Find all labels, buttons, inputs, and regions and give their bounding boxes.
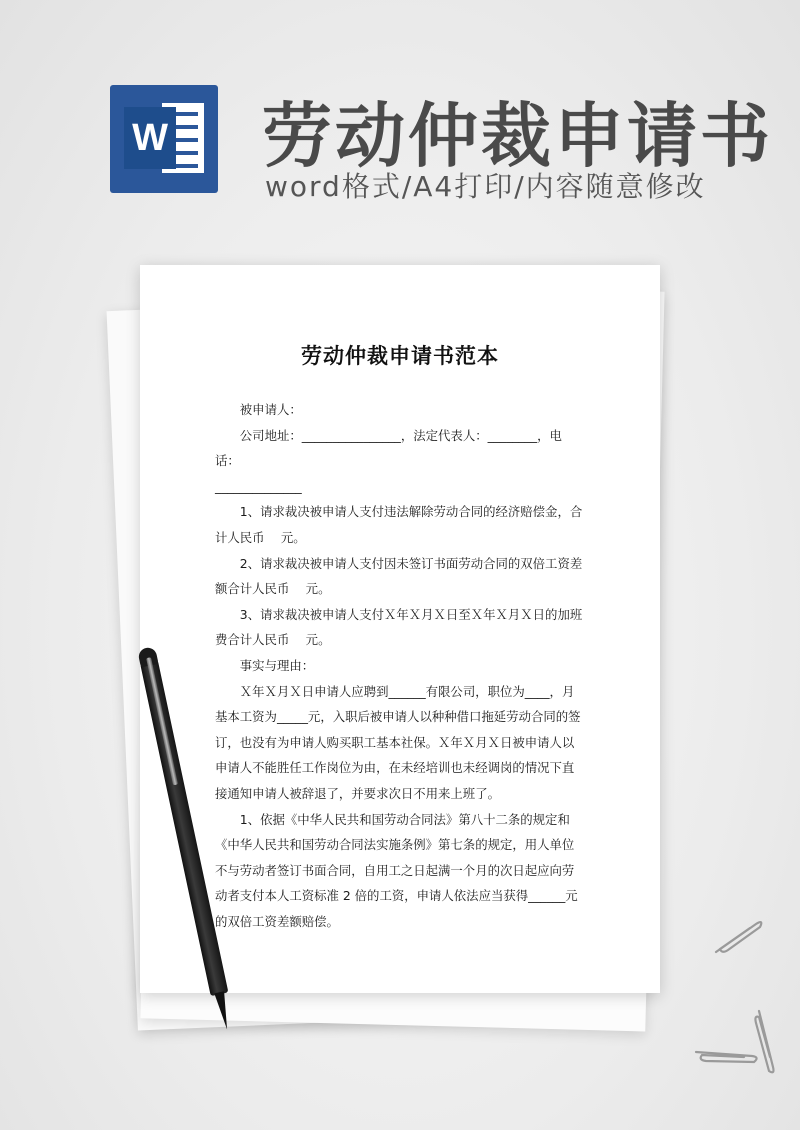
document-title: 劳动仲裁申请书范本 xyxy=(301,344,499,368)
document-body xyxy=(215,397,585,934)
page-title: 劳动仲裁申请书 xyxy=(262,95,773,177)
paragraph-legal-basis: 1、依据《中华人民共和国劳动合同法》第八十二条的规定和《中华人民共和国劳动合同法实施条例》第七条的规定，用人单位不与劳动者签订书面合同，自用工之日起满一个月的次日起应向劳动者支付本人工资标准 2 倍的工资，申请人依法应当获得______元的双倍工资差额赔偿。 xyxy=(215,811,578,929)
document-page xyxy=(140,265,660,993)
paragraph-request-3: 3、请求裁决被申请人支付Ｘ年Ｘ月Ｘ日至Ｘ年Ｘ月Ｘ日的加班费合计人民币 元。 xyxy=(215,606,583,648)
paragraph-request-2: 2、请求裁决被申请人支付因未签订书面劳动合同的双倍工资差额合计人民币 元。 xyxy=(215,555,583,597)
paragraph-company-address: 公司地址：________________，法定代表人：________，电话： xyxy=(215,427,562,469)
paragraph-facts-heading: 事实与理由： xyxy=(239,657,315,673)
paragraph-facts: Ｘ年Ｘ月Ｘ日申请人应聘到______有限公司，职位为____，月基本工资为_____元，入职后被申请人以种种借口拖延劳动合同的签订，也没有为申请人购买职工基本社保。Ｘ年Ｘ月Ｘ日被申请人以申请人不能胜任工作岗位为由，在未经培训也未经调岗的情况下直接通知申请人被辞退了，并要求次日不用来上班了。 xyxy=(215,683,581,801)
paragraph-request-1: 1、请求裁决被申请人支付违法解除劳动合同的经济赔偿金，合计人民币 元。 xyxy=(215,504,583,545)
paperclip-icon xyxy=(708,912,768,962)
paperclip-icon xyxy=(692,1042,762,1072)
word-logo xyxy=(110,85,218,193)
page-subtitle: word格式/A4打印/内容随意修改 xyxy=(265,170,706,203)
paragraph-respondent: 被申请人： xyxy=(239,402,302,417)
word-w-icon: W xyxy=(124,107,176,169)
paragraph-phone-blank: ______________ xyxy=(215,478,302,494)
